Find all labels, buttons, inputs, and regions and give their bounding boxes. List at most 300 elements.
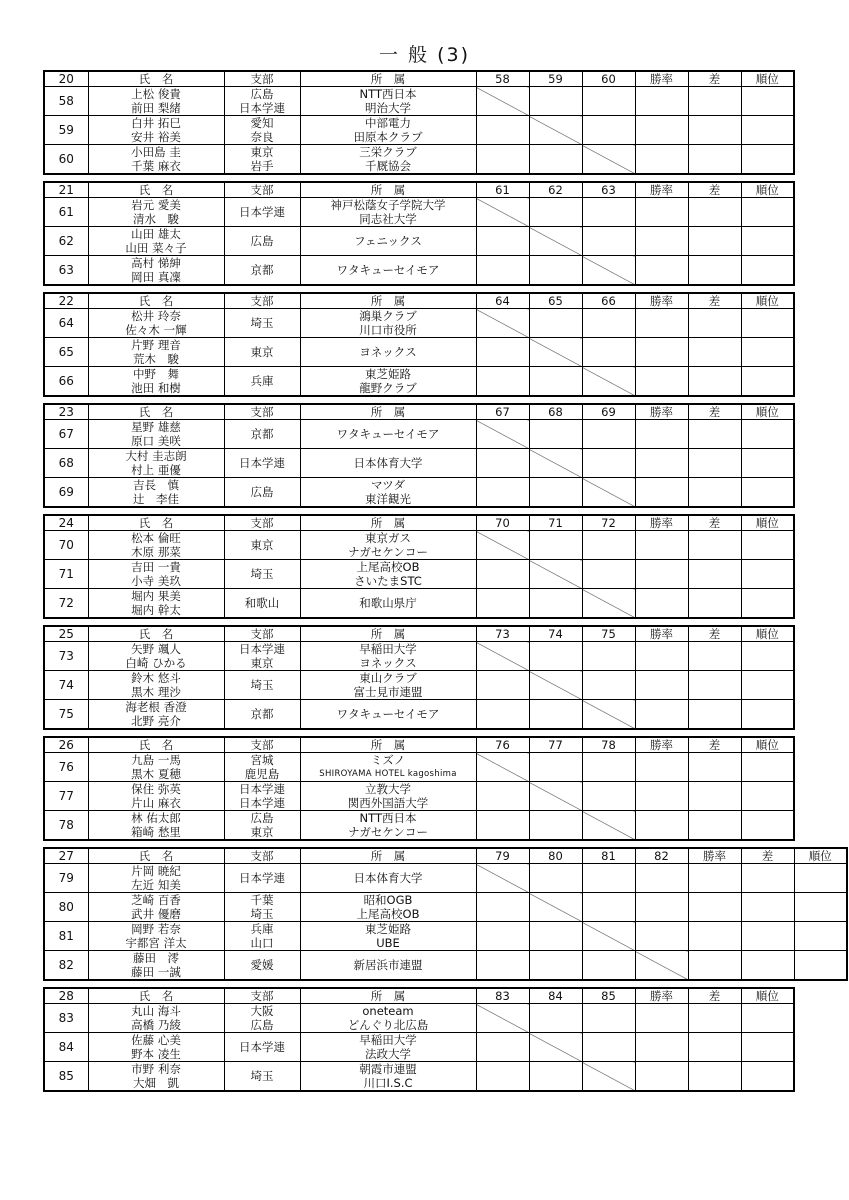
player-name: 芝崎 百香 (131, 893, 181, 907)
pair-row (44, 864, 847, 893)
player-name: 黒木 理沙 (131, 685, 181, 699)
branch-name: 日本学連 (239, 871, 285, 885)
player-name: 池田 和樹 (131, 381, 181, 395)
group-header-row (44, 988, 794, 1004)
affiliation-cell (300, 227, 476, 256)
player-names (88, 367, 224, 397)
pair-row (44, 782, 794, 811)
match-column-header: 75 (582, 626, 635, 642)
affiliation-name: 早稲田大学 (359, 642, 417, 656)
branch-name: 広島 (250, 1018, 274, 1032)
rank-cell (741, 560, 794, 589)
match-result-cell (476, 811, 529, 841)
affiliation-cell (300, 782, 476, 811)
diff-cell (688, 753, 741, 782)
diff-cell (688, 782, 741, 811)
affiliation-name: 東芝姫路 (365, 367, 411, 381)
branch-cell (224, 589, 300, 619)
match-result-cell (582, 782, 635, 811)
player-name: 中野 舞 (133, 367, 179, 381)
self-match-diagonal-cell (582, 700, 635, 730)
affiliation-name: SHIROYAMA HOTEL kagoshima (319, 769, 457, 779)
affiliation-name: 上尾高校OB (356, 907, 420, 921)
match-column-header: 78 (582, 737, 635, 753)
match-result-cell (529, 309, 582, 338)
win-rate-cell (635, 642, 688, 671)
rank-cell (741, 420, 794, 449)
match-result-cell (529, 531, 582, 560)
group-table (43, 292, 795, 397)
win-rate-cell (635, 700, 688, 730)
self-match-diagonal-cell (582, 145, 635, 175)
affiliation-name: 関西外国語大学 (347, 796, 429, 810)
match-column-header: 59 (529, 71, 582, 87)
win-rate-cell (635, 145, 688, 175)
group-header-row (44, 71, 794, 87)
branch-name: 愛知 (250, 116, 274, 130)
diff-cell (688, 420, 741, 449)
branch-cell (224, 811, 300, 841)
player-name: 高村 悌紳 (131, 256, 181, 270)
match-column-header: 58 (476, 71, 529, 87)
affiliation-name: 明治大学 (365, 101, 411, 115)
match-result-cell (476, 589, 529, 619)
diff-cell (688, 700, 741, 730)
diff-cell (688, 1033, 741, 1062)
affiliation-name: 田原本クラブ (353, 130, 423, 144)
self-match-diagonal-cell (582, 1062, 635, 1092)
affiliation-name: 立教大学 (365, 782, 411, 796)
group-header-row (44, 404, 794, 420)
player-name: 松本 倫旺 (131, 531, 181, 545)
pair-number: 77 (44, 782, 88, 811)
branch-name: 京都 (250, 263, 274, 277)
diff-cell (688, 198, 741, 227)
diff-cell (688, 1004, 741, 1033)
player-name: 矢野 颯人 (131, 642, 181, 656)
branch-name: 埼玉 (250, 678, 274, 692)
pair-number: 63 (44, 256, 88, 286)
affiliation-name: UBE (376, 936, 400, 950)
player-name: 村上 亜優 (131, 463, 181, 477)
diff-header: 差 (688, 404, 741, 420)
match-result-cell (476, 951, 529, 981)
player-name: 箱崎 愁里 (131, 825, 181, 839)
pair-number: 67 (44, 420, 88, 449)
player-names (88, 309, 224, 338)
group-number: 20 (44, 71, 88, 87)
match-result-cell (582, 87, 635, 116)
affiliation-name: 中部電力 (365, 116, 411, 130)
player-names (88, 87, 224, 116)
pair-number: 69 (44, 478, 88, 508)
affiliation-name: 神戸松蔭女子学院大学 (330, 198, 446, 212)
player-names (88, 782, 224, 811)
branch-cell (224, 1062, 300, 1092)
match-result-cell (582, 642, 635, 671)
affiliation-name: ワタキューセイモア (336, 427, 440, 441)
branch-name: 広島 (250, 87, 274, 101)
name-header: 氏 名 (88, 293, 224, 309)
win-rate-cell (688, 951, 741, 981)
player-names (88, 671, 224, 700)
name-header: 氏 名 (88, 848, 224, 864)
affiliation-cell (300, 145, 476, 175)
affiliation-cell (300, 642, 476, 671)
affiliation-name: どんぐり北広島 (347, 1018, 429, 1032)
self-match-diagonal-cell (635, 951, 688, 981)
win-rate-cell (635, 1062, 688, 1092)
match-column-header: 84 (529, 988, 582, 1004)
affiliation-name: 鴻巣クラブ (359, 309, 417, 323)
branch-cell (224, 420, 300, 449)
branch-header: 支部 (224, 848, 300, 864)
pair-row (44, 87, 794, 116)
player-name: 大畑 凱 (133, 1076, 179, 1090)
pair-number: 75 (44, 700, 88, 730)
diff-cell (688, 589, 741, 619)
affiliation-cell (300, 367, 476, 397)
match-result-cell (582, 1004, 635, 1033)
self-match-diagonal-cell (582, 367, 635, 397)
player-names (88, 145, 224, 175)
affiliation-name: 早稲田大学 (359, 1033, 417, 1047)
affiliation-header: 所 属 (300, 71, 476, 87)
match-result-cell (529, 753, 582, 782)
pair-row (44, 589, 794, 619)
match-result-cell (529, 1004, 582, 1033)
player-names (88, 922, 224, 951)
affiliation-name: ヨネックス (359, 345, 417, 359)
player-name: 松井 玲奈 (131, 309, 181, 323)
affiliation-name: 朝霞市連盟 (359, 1062, 417, 1076)
match-result-cell (476, 893, 529, 922)
pair-number: 78 (44, 811, 88, 841)
branch-cell (224, 338, 300, 367)
affiliation-name: 昭和OGB (363, 893, 413, 907)
match-result-cell (635, 922, 688, 951)
branch-cell (224, 700, 300, 730)
group-header-row (44, 848, 847, 864)
branch-name: 広島 (250, 485, 274, 499)
branch-cell (224, 864, 300, 893)
diff-cell (688, 1062, 741, 1092)
player-name: 荒木 駿 (133, 352, 179, 366)
win-rate-cell (688, 864, 741, 893)
branch-cell (224, 367, 300, 397)
affiliation-cell (300, 700, 476, 730)
self-match-diagonal-cell (476, 198, 529, 227)
self-match-diagonal-cell (476, 753, 529, 782)
branch-name: 日本学連 (239, 796, 285, 810)
affiliation-name: NTT西日本 (359, 811, 417, 825)
match-result-cell (529, 922, 582, 951)
diff-cell (688, 671, 741, 700)
player-name: 高橋 乃綾 (131, 1018, 181, 1032)
match-result-cell (582, 198, 635, 227)
pair-row (44, 116, 794, 145)
branch-name: 日本学連 (239, 782, 285, 796)
win-rate-cell (635, 198, 688, 227)
self-match-diagonal-cell (476, 642, 529, 671)
player-name: 北野 亮介 (131, 714, 181, 728)
group-number: 27 (44, 848, 88, 864)
win-rate-cell (635, 531, 688, 560)
group-table (43, 736, 795, 841)
player-names (88, 589, 224, 619)
match-result-cell (476, 560, 529, 589)
self-match-diagonal-cell (476, 864, 529, 893)
rank-header: 順位 (741, 626, 794, 642)
group-header-row (44, 293, 794, 309)
match-column-header: 76 (476, 737, 529, 753)
self-match-diagonal-cell (529, 560, 582, 589)
affiliation-cell (300, 864, 476, 893)
branch-cell (224, 256, 300, 286)
self-match-diagonal-cell (476, 309, 529, 338)
pair-number: 60 (44, 145, 88, 175)
player-names (88, 198, 224, 227)
affiliation-cell (300, 256, 476, 286)
diff-cell (688, 309, 741, 338)
player-name: 市野 利奈 (131, 1062, 181, 1076)
pair-row (44, 893, 847, 922)
player-names (88, 478, 224, 508)
player-name: 堀内 果美 (131, 589, 181, 603)
group-table (43, 181, 795, 286)
rank-cell (741, 449, 794, 478)
player-names (88, 864, 224, 893)
branch-name: 兵庫 (250, 374, 274, 388)
win-rate-header: 勝率 (635, 182, 688, 198)
affiliation-cell (300, 671, 476, 700)
diff-cell (688, 87, 741, 116)
branch-header: 支部 (224, 515, 300, 531)
group-table (43, 514, 795, 619)
diff-cell (688, 367, 741, 397)
rank-cell (741, 367, 794, 397)
branch-cell (224, 309, 300, 338)
player-name: 清水 駿 (133, 212, 179, 226)
name-header: 氏 名 (88, 515, 224, 531)
match-result-cell (582, 671, 635, 700)
match-column-header: 61 (476, 182, 529, 198)
match-column-header: 63 (582, 182, 635, 198)
player-names (88, 642, 224, 671)
match-result-cell (529, 642, 582, 671)
match-column-header: 65 (529, 293, 582, 309)
match-result-cell (529, 87, 582, 116)
player-name: 小田島 圭 (131, 145, 181, 159)
affiliation-name: 新居浜市連盟 (353, 958, 423, 972)
diff-cell (688, 531, 741, 560)
pair-number: 85 (44, 1062, 88, 1092)
match-column-header: 81 (582, 848, 635, 864)
diff-cell (688, 560, 741, 589)
group-table (43, 625, 795, 730)
name-header: 氏 名 (88, 737, 224, 753)
player-name: 片岡 暁紀 (131, 864, 181, 878)
pair-number: 73 (44, 642, 88, 671)
player-names (88, 893, 224, 922)
pair-number: 80 (44, 893, 88, 922)
branch-header: 支部 (224, 293, 300, 309)
branch-cell (224, 951, 300, 981)
diff-header: 差 (688, 182, 741, 198)
player-names (88, 531, 224, 560)
match-column-header: 60 (582, 71, 635, 87)
match-result-cell (582, 560, 635, 589)
branch-name: 日本学連 (239, 456, 285, 470)
player-name: 保住 弥英 (131, 782, 181, 796)
rank-cell (741, 309, 794, 338)
affiliation-header: 所 属 (300, 626, 476, 642)
self-match-diagonal-cell (529, 227, 582, 256)
branch-cell (224, 922, 300, 951)
branch-cell (224, 478, 300, 508)
diff-header: 差 (741, 848, 794, 864)
affiliation-name: 和歌山県庁 (359, 596, 417, 610)
rank-cell (741, 642, 794, 671)
player-names (88, 560, 224, 589)
rank-cell (794, 951, 847, 981)
affiliation-cell (300, 1062, 476, 1092)
affiliation-name: 東洋観光 (365, 492, 411, 506)
player-names (88, 1033, 224, 1062)
rank-header: 順位 (741, 71, 794, 87)
branch-cell (224, 753, 300, 782)
branch-name: 東京 (250, 345, 274, 359)
pair-row (44, 951, 847, 981)
rank-cell (741, 1033, 794, 1062)
diff-cell (688, 449, 741, 478)
affiliation-name: NTT西日本 (359, 87, 417, 101)
player-name: 白井 拓巳 (131, 116, 181, 130)
rank-cell (741, 531, 794, 560)
affiliation-header: 所 属 (300, 293, 476, 309)
group-table (43, 70, 795, 175)
diff-header: 差 (688, 515, 741, 531)
branch-cell (224, 893, 300, 922)
branch-cell (224, 449, 300, 478)
branch-header: 支部 (224, 182, 300, 198)
diff-cell (688, 145, 741, 175)
player-names (88, 449, 224, 478)
rank-cell (741, 145, 794, 175)
player-name: 左近 知美 (131, 878, 181, 892)
branch-name: 東京 (250, 538, 274, 552)
rank-cell (794, 864, 847, 893)
player-name: 武井 優磨 (131, 907, 181, 921)
player-name: 岩元 愛美 (131, 198, 181, 212)
affiliation-cell (300, 811, 476, 841)
match-result-cell (529, 256, 582, 286)
pair-number: 71 (44, 560, 88, 589)
group-table (43, 847, 848, 981)
branch-name: 埼玉 (250, 907, 274, 921)
player-name: 木原 那菜 (131, 545, 181, 559)
group-header-row (44, 737, 794, 753)
win-rate-cell (635, 449, 688, 478)
match-result-cell (529, 478, 582, 508)
match-result-cell (529, 951, 582, 981)
player-name: 上松 俊貴 (131, 87, 181, 101)
affiliation-cell (300, 893, 476, 922)
match-result-cell (529, 1062, 582, 1092)
player-name: 大村 圭志朗 (125, 449, 187, 463)
player-name: 宇都宮 洋太 (125, 936, 187, 950)
player-name: 安井 裕美 (131, 130, 181, 144)
pair-row (44, 753, 794, 782)
affiliation-name: 同志社大学 (359, 212, 417, 226)
affiliation-cell (300, 560, 476, 589)
branch-name: 東京 (250, 656, 274, 670)
affiliation-cell (300, 116, 476, 145)
player-name: 千葉 麻衣 (131, 159, 181, 173)
match-column-header: 67 (476, 404, 529, 420)
player-names (88, 700, 224, 730)
name-header: 氏 名 (88, 626, 224, 642)
win-rate-cell (635, 87, 688, 116)
match-result-cell (582, 1033, 635, 1062)
player-name: 山田 菜々子 (125, 241, 187, 255)
branch-header: 支部 (224, 71, 300, 87)
self-match-diagonal-cell (476, 1004, 529, 1033)
affiliation-name: ヨネックス (359, 656, 417, 670)
match-result-cell (476, 145, 529, 175)
match-column-header: 70 (476, 515, 529, 531)
player-name: 堀内 幹太 (131, 603, 181, 617)
branch-name: 奈良 (250, 130, 274, 144)
self-match-diagonal-cell (582, 256, 635, 286)
win-rate-cell (635, 367, 688, 397)
player-names (88, 1004, 224, 1033)
win-rate-header: 勝率 (635, 626, 688, 642)
player-name: 佐藤 心美 (131, 1033, 181, 1047)
win-rate-cell (635, 256, 688, 286)
branch-cell (224, 560, 300, 589)
pair-number: 82 (44, 951, 88, 981)
match-result-cell (476, 700, 529, 730)
rank-cell (741, 1004, 794, 1033)
pair-row (44, 367, 794, 397)
branch-name: 愛媛 (250, 958, 274, 972)
pair-row (44, 309, 794, 338)
branch-cell (224, 87, 300, 116)
win-rate-cell (635, 782, 688, 811)
affiliation-cell (300, 951, 476, 981)
pair-number: 72 (44, 589, 88, 619)
branch-name: 京都 (250, 707, 274, 721)
branch-name: 岩手 (250, 159, 274, 173)
match-result-cell (529, 145, 582, 175)
affiliation-name: フェニックス (354, 234, 422, 248)
match-result-cell (476, 1033, 529, 1062)
match-result-cell (582, 893, 635, 922)
pair-number: 70 (44, 531, 88, 560)
win-rate-cell (635, 420, 688, 449)
affiliation-name: oneteam (362, 1004, 414, 1018)
league-groups (43, 70, 848, 1098)
branch-name: 山口 (250, 936, 274, 950)
branch-header: 支部 (224, 404, 300, 420)
match-column-header: 79 (476, 848, 529, 864)
match-column-header: 68 (529, 404, 582, 420)
pair-row (44, 700, 794, 730)
match-result-cell (582, 951, 635, 981)
player-name: 岡野 若奈 (131, 922, 181, 936)
match-result-cell (529, 589, 582, 619)
